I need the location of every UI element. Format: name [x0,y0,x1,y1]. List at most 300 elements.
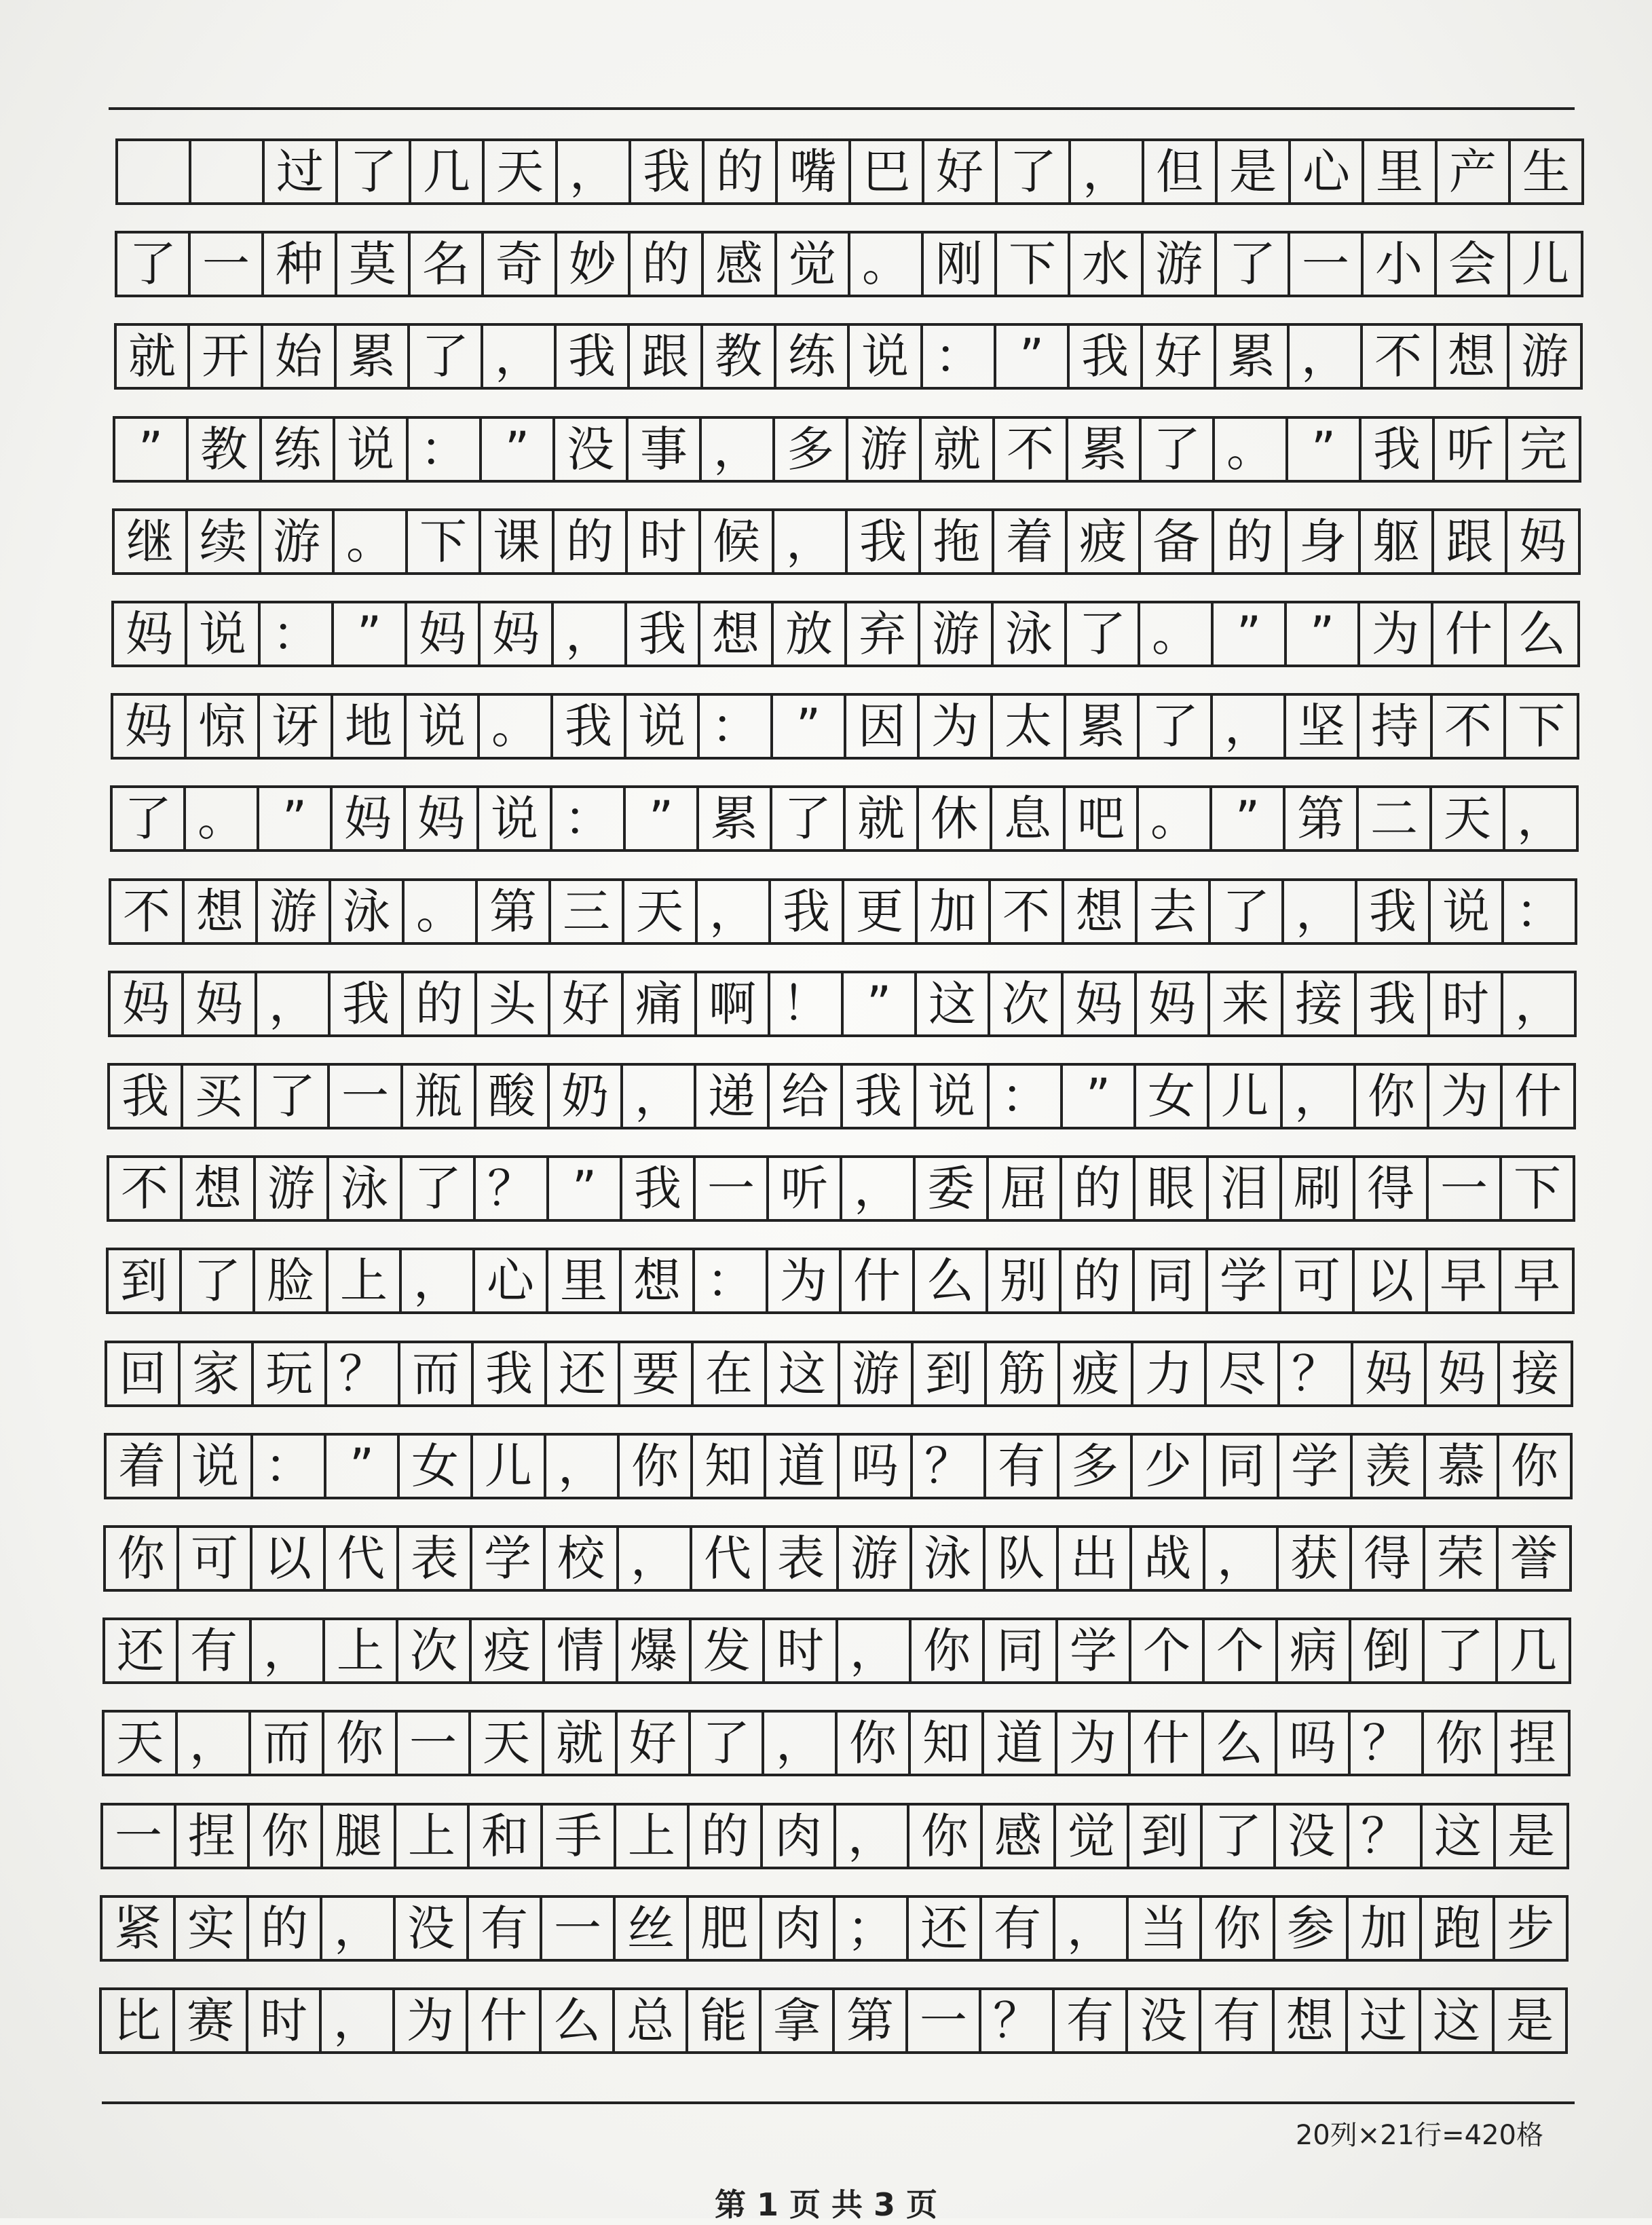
grid-cell: ， [1283,1066,1356,1127]
grid-cell: 想 [622,1250,695,1311]
grid-cell: 为 [1057,1713,1131,1774]
grid-cell: 可 [179,1528,252,1589]
grid-cell: 捏 [1497,1713,1571,1774]
grid-cell: 回 [107,1343,181,1404]
grid-cell: 玩 [254,1343,327,1404]
grid-cell: 惊 [187,696,260,757]
grid-cell: 当 [1129,1898,1202,1959]
grid-cell: 你 [106,1528,179,1589]
grid-cell: 我 [331,973,404,1034]
grid-cell: ， [546,1436,620,1497]
grid-cell: 家 [181,1343,254,1404]
grid-cell: 吗 [1277,1713,1351,1774]
grid-cell: 游 [840,1343,914,1404]
grid-row [102,1618,1571,1684]
grid-cell: 心 [1291,141,1364,202]
grid-cell: 妈 [1353,1343,1427,1404]
grid-cell: 到 [109,1250,182,1311]
grid-cell: ， [322,1990,395,2051]
grid-cell: 说 [407,696,480,757]
grid-cell: 情 [545,1620,618,1681]
grid-cell: 一 [1429,1158,1502,1219]
grid-row [99,1987,1568,2054]
grid-cell: ？ [476,1158,549,1219]
grid-cell: 了 [1203,1806,1276,1867]
grid-cell: 说 [180,1436,253,1497]
grid-cell: 我 [771,881,844,942]
grid-cell: 游 [839,1528,912,1589]
grid-cell: 是 [1495,1990,1568,2051]
grid-row [107,1155,1575,1222]
grid-cell: 泳 [912,1528,985,1589]
grid-cell: 而 [251,1713,324,1774]
grid-cell: 说 [479,788,552,849]
grid-cell: 你 [912,1620,985,1681]
grid-cell: ： [695,1250,768,1311]
grid-cell: 了 [113,788,186,849]
grid-cell: 了 [117,233,191,295]
grid-cell: 游 [1509,326,1583,387]
grid-cell: 听 [1435,419,1508,480]
grid-cell: 以 [1355,1250,1428,1311]
grid-cell: 吧 [1066,788,1139,849]
grid-cell: 地 [333,696,407,757]
grid-cell: 的 [1062,1158,1135,1219]
grid-cell: ： [261,603,334,665]
grid-cell: 拿 [762,1990,835,2051]
grid-cell: 游 [261,511,335,572]
grid-cell: 。 [850,233,924,295]
grid-cell: ” [773,696,846,757]
grid-cell: 校 [546,1528,619,1589]
grid-row [102,1710,1571,1776]
grid-cell: 丝 [616,1898,689,1959]
grid-cell: 儿 [473,1436,546,1497]
grid-cell: 上 [328,1250,402,1311]
grid-cell: 你 [909,1806,983,1867]
grid-cell: ， [764,1713,838,1774]
grid-cell: ， [623,1066,696,1127]
grid-cell: 的 [631,233,704,295]
grid-cell: 啊 [697,973,770,1034]
grid-cell: 我 [622,1158,696,1219]
grid-cell: 我 [1362,419,1435,480]
grid-cell: ” [1214,603,1287,665]
grid-cell: 手 [543,1806,616,1867]
grid-row [114,323,1583,390]
grid-cell: 就 [846,788,919,849]
grid-cell: 课 [481,511,555,572]
grid-cell: 你 [838,1713,911,1774]
grid-cell: 疲 [1060,1343,1133,1404]
grid-cell: 步 [1495,1898,1569,1959]
grid-cell: 我 [843,1066,916,1127]
grid-cell: 来 [1210,973,1283,1034]
grid-cell: 个 [1205,1620,1278,1681]
grid-cell: 知 [693,1436,766,1497]
grid-cell: ， [1071,141,1144,202]
grid-cell: 了 [1211,881,1284,942]
grid-cell: ” [1063,1066,1136,1127]
grid-cell: 接 [1500,1343,1573,1404]
grid-cell: 而 [400,1343,474,1404]
grid-cell: 息 [992,788,1066,849]
grid-cell: 为 [1429,1066,1503,1127]
grid-cell: 你 [250,1806,323,1867]
grid-cell: 儿 [1510,233,1583,295]
grid-cell: 事 [628,419,702,480]
grid-cell: 不 [995,419,1068,480]
grid-cell: ： [990,1066,1063,1127]
grid-cell: 去 [1138,881,1211,942]
grid-cell: 屈 [989,1158,1062,1219]
grid-cell: 。 [405,881,478,942]
grid-cell: 更 [844,881,918,942]
grid-cell: 三 [551,881,624,942]
grid-cell: ， [838,1620,912,1681]
grid-cell: 的 [705,141,778,202]
grid-cell: 妈 [407,603,481,665]
grid-cell: 奶 [550,1066,623,1127]
grid-cell: 有 [469,1898,542,1959]
grid-cell: 想 [185,881,258,942]
grid-cell: ， [836,1806,909,1867]
grid-cell: 想 [1436,326,1509,387]
page-number: 第 1 页 共 3 页 [714,2186,938,2223]
grid-cell: 荣 [1425,1528,1499,1589]
grid-cell: ： [1504,881,1577,942]
grid-cell: 痛 [624,973,697,1034]
grid-cell: 学 [1058,1620,1131,1681]
grid-cell: 倒 [1351,1620,1425,1681]
grid-cell: 累 [1068,419,1142,480]
grid-cell: 不 [1363,326,1436,387]
grid-cell: ” [115,419,189,480]
grid-cell: ， [1213,696,1286,757]
grid-cell: 的 [404,973,477,1034]
grid-cell: 加 [1349,1898,1422,1959]
grid-cell: 天 [1432,788,1505,849]
grid-cell: 累 [1216,326,1290,387]
grid-cell: ： [253,1436,326,1497]
grid-cell: 我 [848,511,921,572]
grid-cell: 力 [1133,1343,1207,1404]
grid-cell: 时 [765,1620,838,1681]
grid-cell: 这 [917,973,990,1034]
grid-cell: 。 [335,511,408,572]
grid-cell: 我 [627,603,700,665]
grid-cell: 同 [1135,1250,1208,1311]
grid-cell: 别 [988,1250,1062,1311]
grid-row [100,1803,1569,1869]
grid-cell: 始 [263,326,337,387]
grid-cell: 备 [1141,511,1214,572]
grid-cell: 我 [1357,973,1430,1034]
grid-cell: 就 [544,1713,618,1774]
grid-cell: 了 [691,1713,764,1774]
grid-cell: ， [619,1528,692,1589]
grid-row [111,693,1579,760]
grid-cell: 这 [767,1343,840,1404]
bottom-rule [102,2101,1575,2104]
grid-cell: 你 [1499,1436,1573,1497]
grid-cell: 买 [183,1066,257,1127]
grid-row [115,231,1583,297]
grid-cell: 想 [1064,881,1138,942]
grid-cell: ？ [1349,1806,1423,1867]
grid-cell: 捏 [176,1806,250,1867]
grid-cell: 我 [631,141,705,202]
grid-row [100,1895,1569,1962]
grid-cell: 了 [1217,233,1290,295]
grid-cell: 没 [555,419,628,480]
grid-cell: 说 [850,326,923,387]
grid-cell: 早 [1428,1250,1501,1311]
grid-cell: 时 [248,1990,322,2051]
grid-cell: 想 [700,603,774,665]
grid-cell: 天 [471,1713,544,1774]
grid-row [115,138,1584,205]
grid-cell: ， [252,1620,325,1681]
grid-cell: 肉 [763,1806,836,1867]
grid-cell: 没 [1276,1806,1349,1867]
grid-cell: 。 [186,788,259,849]
grid-cell: 说 [1431,881,1504,942]
grid-cell: ， [483,326,557,387]
grid-cell: 什 [1131,1713,1204,1774]
grid-cell: ， [698,881,771,942]
grid-cell: 说 [916,1066,990,1127]
grid-cell: 早 [1501,1250,1575,1311]
grid-cell: ” [844,973,917,1034]
grid-cell: 是 [1218,141,1291,202]
grid-cell: 我 [557,326,630,387]
grid-cell: 跑 [1422,1898,1495,1959]
grid-cell: ， [774,511,848,572]
grid-row [105,1341,1573,1407]
grid-cell: 同 [985,1620,1058,1681]
grid-cell: 天 [624,881,698,942]
grid-cell: 练 [776,326,850,387]
grid-cell: 吗 [840,1436,913,1497]
grid-cell: 妈 [406,788,479,849]
grid-cell: 妈 [113,696,187,757]
grid-cell: 你 [324,1713,398,1774]
grid-cell: 我 [1070,326,1143,387]
grid-row [108,971,1577,1037]
grid-cell: 了 [402,1158,476,1219]
grid-cell: 病 [1278,1620,1351,1681]
grid-cell: 续 [188,511,261,572]
grid-cell: 慕 [1426,1436,1499,1497]
grid-cell: 你 [1356,1066,1429,1127]
grid-cell: 么 [1204,1713,1277,1774]
grid-cell: 妈 [333,788,406,849]
grid-cell: 第 [1285,788,1359,849]
grid-cell: 一 [1290,233,1364,295]
grid-cell: 说 [187,603,261,665]
grid-cell: 学 [1208,1250,1281,1311]
grid-cell: 出 [1059,1528,1132,1589]
grid-cell: ？ [327,1343,400,1404]
grid-cell: 妈 [481,603,554,665]
grid-cell: 里 [1364,141,1438,202]
grid-cell: ？ [1280,1343,1353,1404]
grid-cell: 可 [1281,1250,1355,1311]
grid-cell: 种 [264,233,337,295]
grid-cell: 好 [618,1713,691,1774]
grid-cell: 二 [1359,788,1432,849]
grid-cell: ， [554,603,627,665]
grid-cell: 有 [179,1620,252,1681]
grid-row [103,1525,1572,1592]
grid-cell: 一 [696,1158,769,1219]
grid-cell: 的 [555,511,628,572]
grid-cell: 了 [410,326,483,387]
grid-cell: 练 [262,419,335,480]
grid-cell: 到 [1129,1806,1203,1867]
grid-cell: 为 [395,1990,468,2051]
grid-cell: 天 [485,141,558,202]
grid-cell: 要 [620,1343,694,1404]
grid-cell: 一 [103,1806,176,1867]
grid-cell: 次 [398,1620,472,1681]
grid-cell: 什 [1503,1066,1576,1127]
grid-cell: 有 [986,1436,1059,1497]
grid-cell: 接 [1283,973,1357,1034]
grid-cell: 给 [770,1066,843,1127]
grid-cell: 以 [252,1528,326,1589]
grid-cell: 次 [990,973,1064,1034]
grid-cell: 的 [1062,1250,1135,1311]
grid-cell: 身 [1288,511,1361,572]
grid-cell: 我 [553,696,626,757]
grid-cell: 我 [110,1066,183,1127]
grid-cell: 。 [1139,788,1212,849]
grid-cell: 会 [1437,233,1510,295]
grid-cell: 疫 [472,1620,545,1681]
grid-cell: 疲 [1068,511,1141,572]
grid-cell: 肥 [689,1898,762,1959]
grid-cell: 继 [115,511,188,572]
grid-cell: 队 [985,1528,1059,1589]
grid-cell: 游 [848,419,922,480]
grid-cell: 学 [472,1528,546,1589]
grid-cell: 太 [993,696,1066,757]
grid-cell: 了 [1425,1620,1498,1681]
grid-cell: 为 [768,1250,842,1311]
grid-cell: 感 [704,233,777,295]
grid-cell: 道 [766,1436,840,1497]
grid-row [110,785,1579,852]
grid-cell: 累 [1066,696,1140,757]
grid-cell: 游 [258,881,331,942]
grid-cell: 还 [105,1620,179,1681]
grid-cell: 妈 [111,973,184,1034]
grid-cell: 教 [703,326,776,387]
grid-cell: 不 [1433,696,1506,757]
grid-cell: 弃 [847,603,920,665]
grid-cell: 表 [399,1528,472,1589]
grid-cell: 好 [1143,326,1216,387]
grid-cell: 总 [615,1990,688,2051]
grid-cell: 委 [916,1158,989,1219]
grid-cell: 酸 [476,1066,550,1127]
grid-cell: 有 [982,1898,1055,1959]
grid-cell: 么 [915,1250,988,1311]
grid-cell: 刷 [1282,1158,1355,1219]
grid-cell: 什 [1433,603,1507,665]
grid-cell: 同 [1206,1436,1279,1497]
grid-cell: 和 [470,1806,543,1867]
grid-cell: 代 [326,1528,399,1589]
grid-cell: 了 [998,141,1071,202]
grid-cell: 教 [189,419,262,480]
grid-cell: 游 [920,603,994,665]
grid-cell: 我 [1357,881,1431,942]
grid-cell: 女 [400,1436,473,1497]
grid-cell: 还 [909,1898,982,1959]
grid-cell: 泳 [329,1158,402,1219]
grid-cell: 参 [1275,1898,1349,1959]
grid-cell: 这 [1423,1806,1496,1867]
grid-cell: 几 [1498,1620,1571,1681]
grid-cell: 说 [626,696,700,757]
grid-row [113,416,1581,483]
grid-cell: ， [322,1898,396,1959]
grid-cell: 眼 [1135,1158,1209,1219]
grid-cell: 时 [1430,973,1503,1034]
grid-cell: 听 [769,1158,842,1219]
grid-cell: 妈 [114,603,187,665]
grid-cell: ： [552,788,626,849]
grid-cell: 。 [480,696,553,757]
grid-cell: 。 [1215,419,1288,480]
grid-row [111,601,1580,667]
grid-cell: 了 [182,1250,255,1311]
grid-cell: 筋 [987,1343,1060,1404]
grid-cell: 刚 [924,233,997,295]
grid-cell: ， [702,419,775,480]
grid-cell: 跟 [630,326,703,387]
grid-cell: 好 [924,141,998,202]
grid-cell: 羡 [1353,1436,1426,1497]
grid-cell: ， [1055,1898,1129,1959]
grid-cell: 加 [918,881,991,942]
grid-cell: 泳 [331,881,405,942]
grid-cell: 没 [396,1898,469,1959]
grid-cell: 妈 [1137,973,1210,1034]
grid-cell: 游 [1144,233,1217,295]
grid-cell: 奇 [484,233,557,295]
grid-cell: ， [178,1713,251,1774]
grid-cell: 开 [190,326,263,387]
grid-cell: 到 [914,1343,987,1404]
grid-cell: 战 [1132,1528,1205,1589]
grid-cell: 过 [265,141,338,202]
grid-cell: 上 [616,1806,690,1867]
grid-cell: 下 [1506,696,1579,757]
grid-cell: 躯 [1361,511,1434,572]
grid-cell: 就 [117,326,190,387]
grid-cell: 瓶 [403,1066,476,1127]
grid-cell: 为 [920,696,993,757]
grid-cell: 赛 [175,1990,248,2051]
grid-cell: 泳 [994,603,1067,665]
grid-cell: ” [549,1158,622,1219]
grid-cell: 讶 [260,696,333,757]
grid-cell: 么 [542,1990,615,2051]
